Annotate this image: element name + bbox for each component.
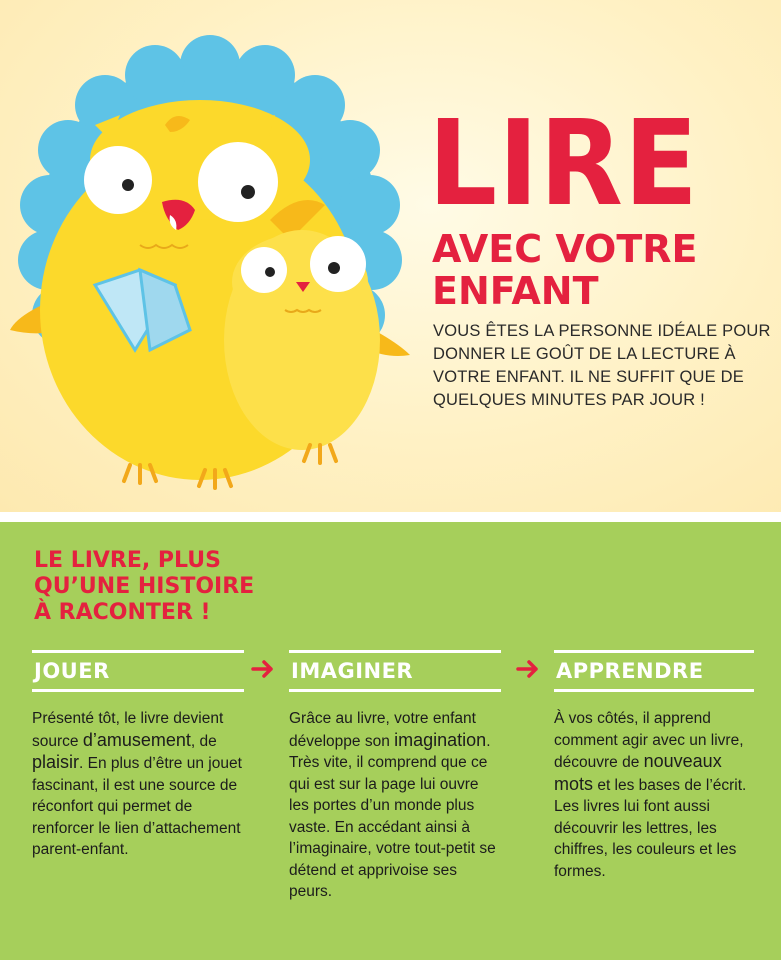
- emphasis-word: plaisir: [32, 752, 80, 772]
- big-owl-right-eye: [198, 142, 278, 222]
- column-apprendre: [554, 650, 754, 882]
- owls-reading-illustration: [0, 20, 430, 500]
- small-owl-left-eye: [241, 247, 287, 293]
- column-heading-bar: [32, 650, 244, 692]
- text-part: , de: [190, 732, 217, 750]
- subtitle-line-1: AVEC VOTRE: [432, 227, 698, 271]
- text-part: . Très vite, il comprend que ce qui est sur la page lui ouvre les portes d’un monde plus vaste. En accédant ainsi à l’imaginaire, votre tout-petit se détend et apprivoise ses peurs.: [289, 732, 496, 900]
- text-part: Présenté tôt, le livre devient source: [32, 710, 224, 750]
- section-title-line-3: À RACONTER !: [34, 600, 211, 625]
- column-text: [289, 708, 501, 903]
- arrow-right-icon: [515, 656, 541, 682]
- column-text: [554, 708, 754, 882]
- subtitle-line-2: ENFANT: [432, 269, 599, 313]
- arrow-right-icon: [250, 656, 276, 682]
- emphasis-word: imagination: [394, 729, 487, 750]
- intro-text: VOUS ÊTES LA PERSONNE IDÉALE POUR DONNER LE GOÛT DE LA LECTURE À VOTRE ENFANT. IL NE SUFFIT QUE DE QUELQUES MINUTES PAR JOUR !: [433, 322, 771, 409]
- column-text: [32, 708, 244, 861]
- big-owl-left-eye: [84, 146, 152, 214]
- column-heading: APPRENDRE: [556, 659, 704, 683]
- emphasis-word: nouveaux mots: [554, 751, 722, 794]
- column-heading: IMAGINER: [291, 659, 414, 683]
- column-heading: JOUER: [34, 659, 110, 683]
- column-heading-bar: [289, 650, 501, 692]
- text-part: et les bases de l’écrit. Les livres lui font aussi découvrir les lettres, les chiffres, les couleurs et les formes.: [554, 776, 747, 880]
- emphasis-word: d’amusement: [82, 729, 191, 750]
- page-subtitle: [432, 228, 772, 312]
- column-imaginer: [289, 650, 501, 903]
- page-title: LIRE: [428, 94, 700, 232]
- section-divider: [0, 512, 781, 522]
- section-title-line-2: QU’UNE HISTOIRE: [34, 574, 255, 599]
- text-part: Grâce au livre, votre enfant développe son: [289, 710, 476, 750]
- text-part: À vos côtés, il apprend comment agir avec un livre, découvre de: [554, 710, 744, 771]
- section-title: [34, 548, 334, 626]
- section-title-line-1: LE LIVRE, PLUS: [34, 548, 221, 573]
- column-jouer: [32, 650, 244, 861]
- column-heading-bar: [554, 650, 754, 692]
- text-part: . En plus d’être un jouet fascinant, il est une source de réconfort qui permet de renforcer le lien d’attachement parent-enfant.: [32, 755, 242, 858]
